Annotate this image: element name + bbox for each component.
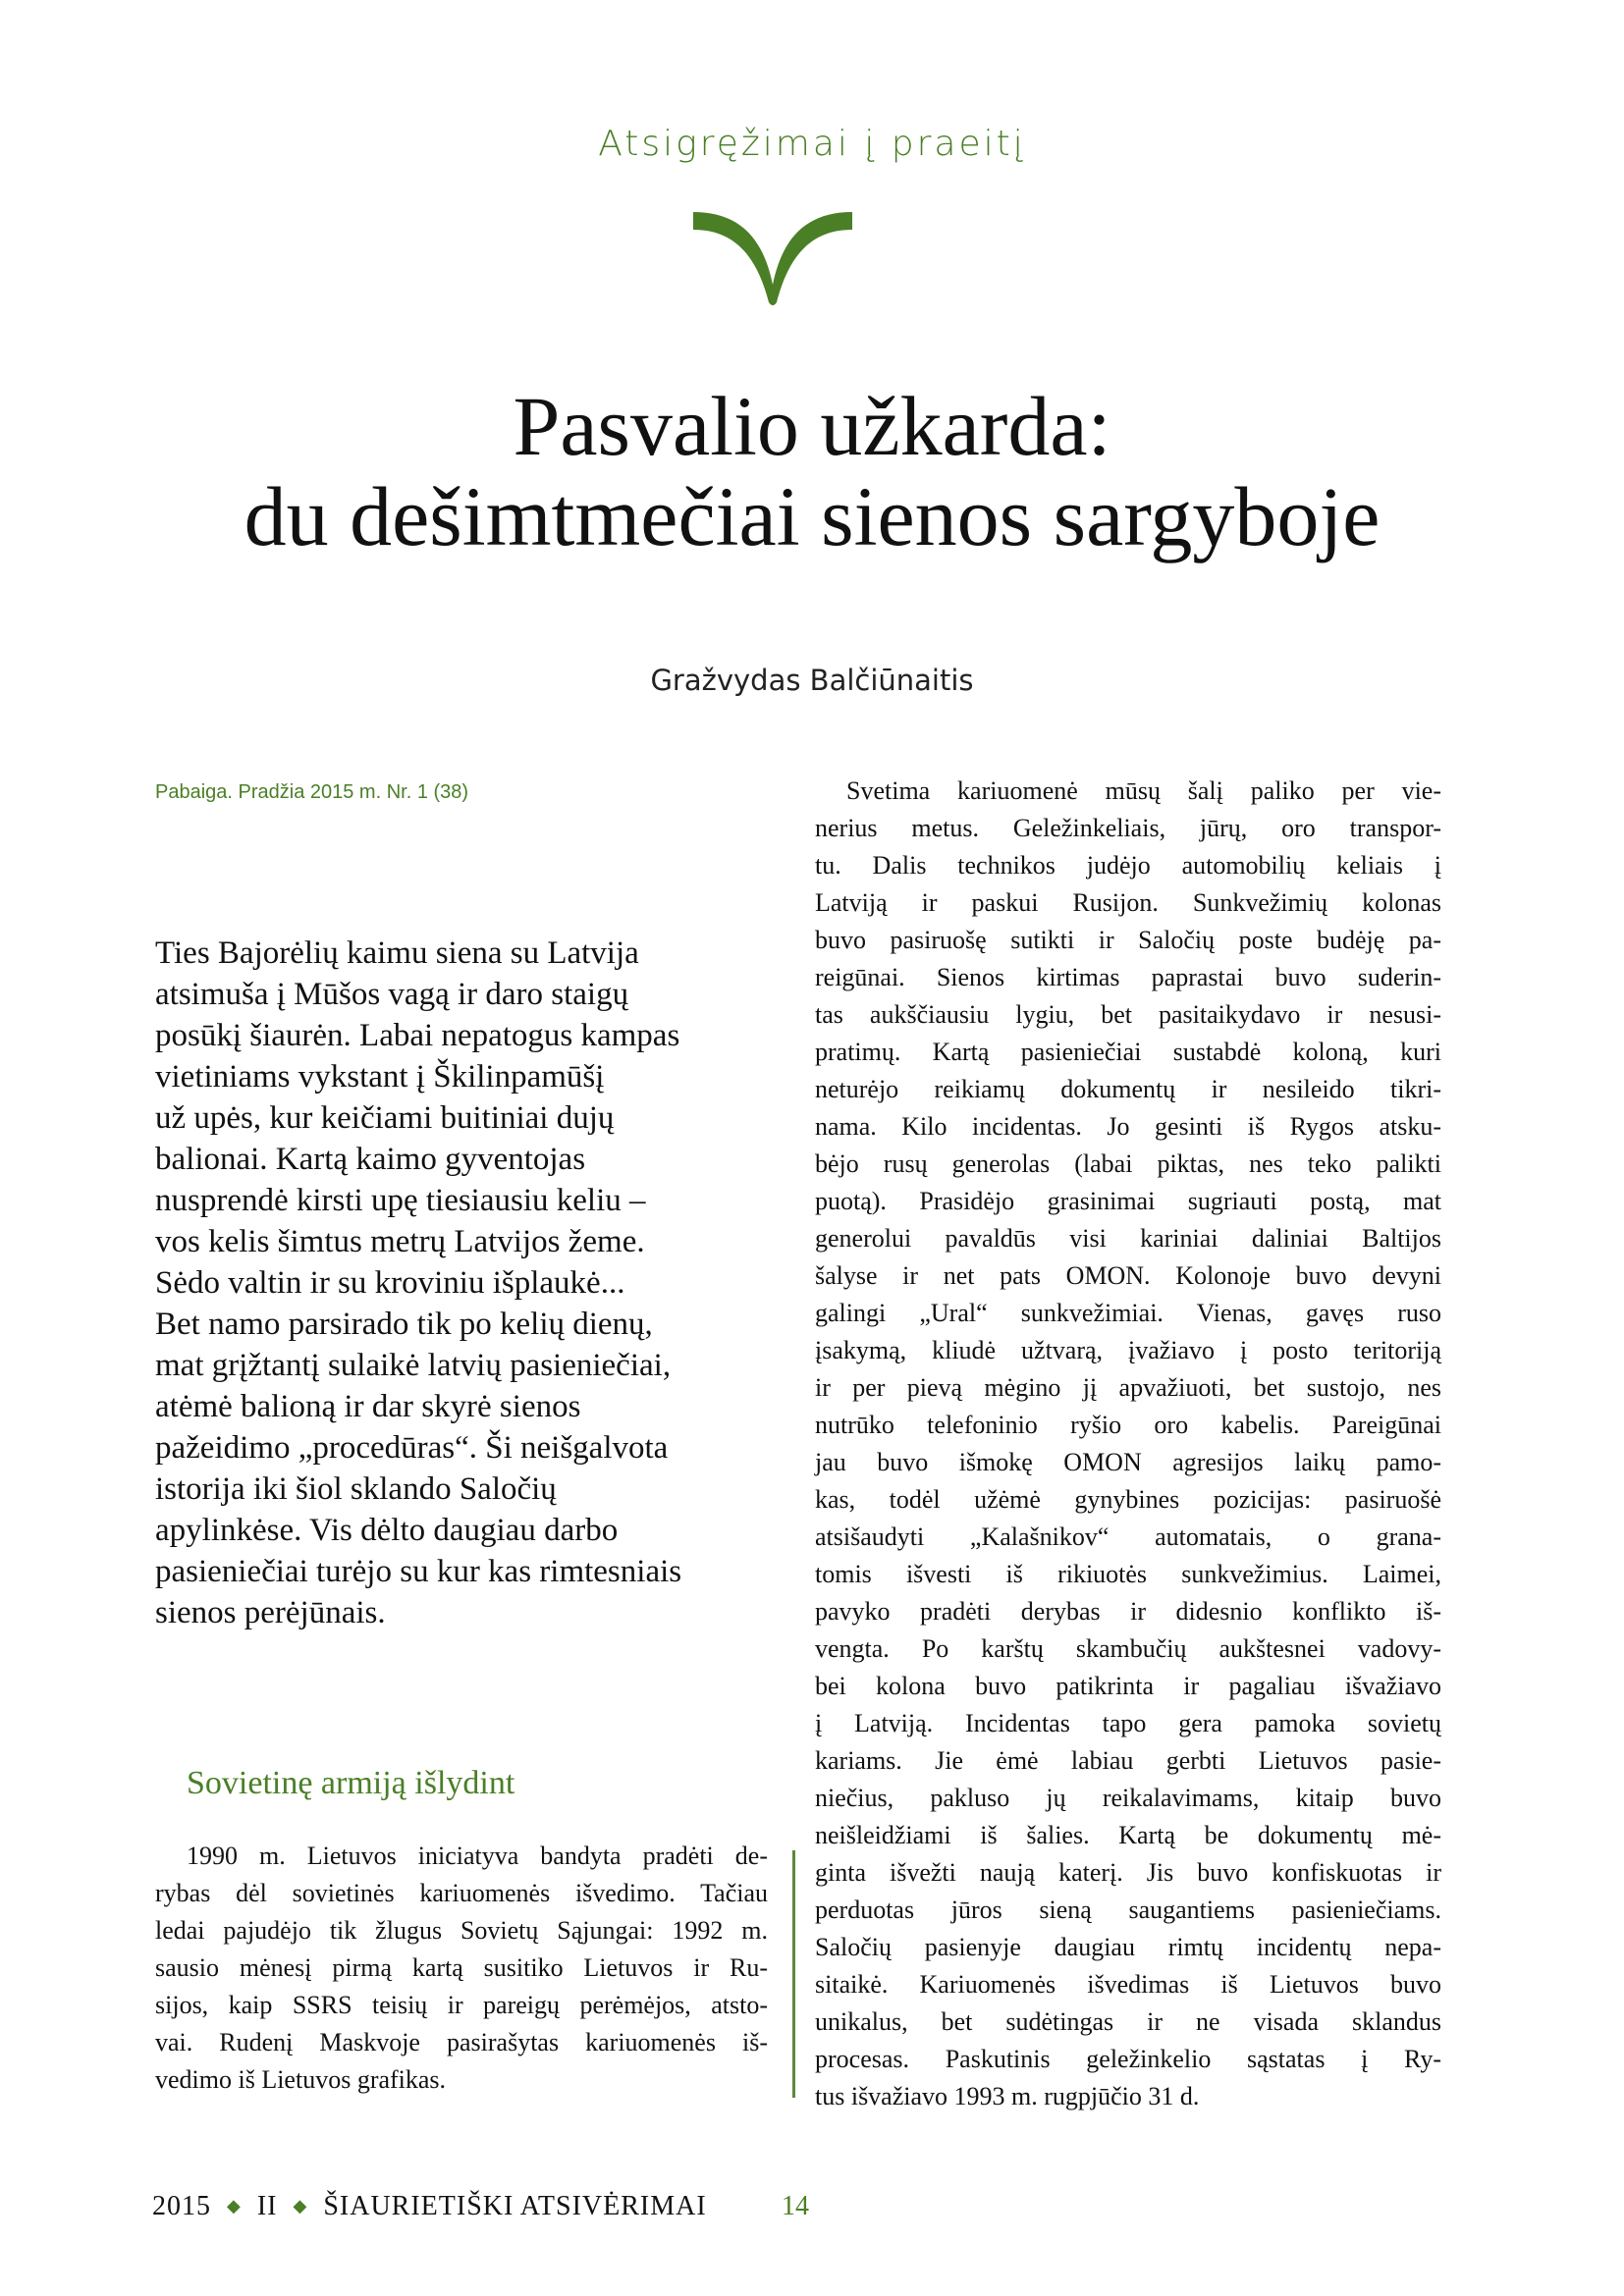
body-line: nerius metus. Geležinkeliais, jūrų, oro transpor- xyxy=(815,814,1441,842)
green-v-ornament-icon xyxy=(693,212,852,306)
lead-line: Bet namo parsirado tik po kelių dienų, xyxy=(155,1307,653,1342)
body-line: pavyko pradėti derybas ir didesnio konflikto iš- xyxy=(815,1597,1441,1626)
column-divider-rule xyxy=(792,1850,795,2098)
body-line: tas aukščiausiu lygiu, bet pasitaikydavo ir nesusi- xyxy=(815,1000,1441,1029)
left-column-paragraph xyxy=(155,1838,768,2099)
body-line: generolui pavaldūs visi kariniai daliniai Baltijos xyxy=(815,1224,1441,1253)
body-line: sijos, kaip SSRS teisių ir pareigų perėmėjos, atsto- xyxy=(155,1991,768,2019)
lead-line: istorija iki šiol sklando Saločių xyxy=(155,1471,557,1507)
footer-journal-name: ŠIAURIETIŠKI ATSIVĖRIMAI xyxy=(323,2191,707,2221)
body-line: buvo pasiruošę sutikti ir Saločių poste budėję pa- xyxy=(815,926,1441,954)
body-line: galingi „Ural“ sunkvežimiai. Vienas, gavęs ruso xyxy=(815,1299,1441,1327)
body-line: rybas dėl sovietinės kariuomenės išvedimo. Tačiau xyxy=(155,1879,768,1907)
lead-line: balionai. Kartą kaimo gyventojas xyxy=(155,1142,586,1177)
body-line: tomis išvesti iš rikiuotės sunkvežimius. Laimei, xyxy=(815,1560,1441,1588)
title-line-1: Pasvalio užkarda: xyxy=(513,379,1111,473)
body-line: 1990 m. Lietuvos iniciatyva bandyta pradėti de- xyxy=(187,1842,768,1870)
body-line: Latviją ir paskui Rusijon. Sunkvežimių kolonas xyxy=(815,888,1441,917)
footer-issue: II xyxy=(256,2191,278,2221)
author-byline: Gražvydas Balčiūnaitis xyxy=(650,664,974,697)
diamond-separator-icon: ◆ xyxy=(293,2196,308,2216)
body-line: ledai pajudėjo tik žlugus Sovietų Sąjungai: 1992 m. xyxy=(155,1916,768,1945)
body-line: į Latviją. Incidentas tapo gera pamoka sovietų xyxy=(815,1709,1441,1737)
page-number: 14 xyxy=(782,2191,809,2221)
body-line: vedimo iš Lietuvos grafikas. xyxy=(155,2065,447,2094)
body-line: įsakymą, kliudė užtvarą, įvažiavo į posto teritoriją xyxy=(815,1336,1441,1364)
lead-line: sienos perėjūnais. xyxy=(155,1595,386,1630)
lead-line: už upės, kur keičiami buitiniai dujų xyxy=(155,1100,615,1136)
body-line: nutrūko telefoninio ryšio oro kabelis. Pareigūnai xyxy=(815,1411,1441,1439)
lead-line: Sėdo valtin ir su kroviniu išplaukė... xyxy=(155,1265,625,1301)
body-line: sitaikė. Kariuomenės išvedimas iš Lietuvos buvo xyxy=(815,1970,1441,1999)
body-line: Saločių pasienyje daugiau rimtų incidentų nepa- xyxy=(815,1933,1441,1961)
article-title xyxy=(0,381,1624,561)
section-kicker: Atsigręžimai į praeitį xyxy=(598,124,1026,164)
body-line: niečius, pakluso jų reikalavimams, kitaip buvo xyxy=(815,1784,1441,1812)
diamond-separator-icon: ◆ xyxy=(227,2196,242,2216)
body-line: kariams. Jie ėmė labiau gerbti Lietuvos pasie- xyxy=(815,1746,1441,1775)
body-line: perduotas jūros sieną saugantiems pasieniečiams. xyxy=(815,1896,1441,1924)
continuation-note: Pabaiga. Pradžia 2015 m. Nr. 1 (38) xyxy=(155,781,469,803)
body-line: šalyse ir net pats OMON. Kolonoje buvo devyni xyxy=(815,1261,1441,1290)
lead-line: pažeidimo „procedūras“. Ši neišgalvota xyxy=(155,1430,669,1466)
lead-line: vos kelis šimtus metrų Latvijos žeme. xyxy=(155,1224,645,1259)
body-line: unikalus, bet sudėtingas ir ne visada sklandus xyxy=(815,2007,1441,2036)
lead-line: mat grįžtantį sulaikė latvių pasieniečiai, xyxy=(155,1348,672,1383)
lead-line: pasieniečiai turėjo su kur kas rimtesniais xyxy=(155,1554,682,1589)
page-footer xyxy=(152,2191,707,2222)
body-line: kas, todėl užėmė gynybines pozicijas: pasiruošė xyxy=(815,1485,1441,1514)
body-line: vengta. Po karštų skambučių aukštesnei vadovy- xyxy=(815,1634,1441,1663)
body-line: neišleidžiami iš šalies. Kartą be dokumentų mė- xyxy=(815,1821,1441,1849)
body-line: atsišaudyti „Kalašnikov“ automatais, o grana- xyxy=(815,1522,1441,1551)
body-line: reigūnai. Sienos kirtimas paprastai buvo suderin- xyxy=(815,963,1441,991)
body-line: tu. Dalis technikos judėjo automobilių keliais į xyxy=(815,851,1441,880)
right-column-paragraph xyxy=(815,773,1441,2115)
body-line: bėjo rusų generolas (labai piktas, nes teko palikti xyxy=(815,1149,1441,1178)
body-line: Svetima kariuomenė mūsų šalį paliko per vie- xyxy=(846,776,1441,805)
section-subheading: Sovietinę armiją išlydint xyxy=(187,1765,515,1801)
lead-line: Ties Bajorėlių kaimu siena su Latvija xyxy=(155,935,639,971)
body-line: ginta išvežti naują katerį. Jis buvo konfiskuotas ir xyxy=(815,1858,1441,1887)
title-line-2: du dešimtmečiai sienos sargyboje xyxy=(244,469,1380,563)
lead-line: atėmė balioną ir dar skyrė sienos xyxy=(155,1389,581,1424)
body-line: vai. Rudenį Maskvoje pasirašytas kariuomenės iš- xyxy=(155,2028,768,2056)
lead-line: posūkį šiaurėn. Labai nepatogus kampas xyxy=(155,1018,680,1053)
lead-line: atsimuša į Mūšos vagą ir daro staigų xyxy=(155,977,629,1012)
body-line: pratimų. Kartą pasieniečiai sustabdė koloną, kuri xyxy=(815,1038,1441,1066)
body-line: ir per pievą mėgino jį apvažiuoti, bet sustojo, nes xyxy=(815,1373,1441,1402)
footer-year: 2015 xyxy=(152,2191,211,2221)
lead-paragraph xyxy=(155,933,744,1633)
body-line: neturėjo reikiamų dokumentų ir nesileido tikri- xyxy=(815,1075,1441,1103)
lead-line: nusprendė kirsti upę tiesiausiu keliu – xyxy=(155,1183,646,1218)
lead-line: vietiniams vykstant į Škilinpamūšį xyxy=(155,1059,605,1095)
lead-line: apylinkėse. Vis dėlto daugiau darbo xyxy=(155,1513,619,1548)
body-line: jau buvo išmokę OMON agresijos laikų pamo- xyxy=(815,1448,1441,1476)
body-line: sausio mėnesį pirmą kartą susitiko Lietuvos ir Ru- xyxy=(155,1953,768,1982)
body-line: tus išvažiavo 1993 m. rugpjūčio 31 d. xyxy=(815,2082,1200,2110)
body-line: puotą). Prasidėjo grasinimai sugriauti postą, mat xyxy=(815,1187,1441,1215)
body-line: procesas. Paskutinis geležinkelio sąstatas į Ry- xyxy=(815,2045,1441,2073)
body-line: bei kolona buvo patikrinta ir pagaliau išvažiavo xyxy=(815,1672,1441,1700)
body-line: nama. Kilo incidentas. Jo gesinti iš Rygos atsku- xyxy=(815,1112,1441,1141)
